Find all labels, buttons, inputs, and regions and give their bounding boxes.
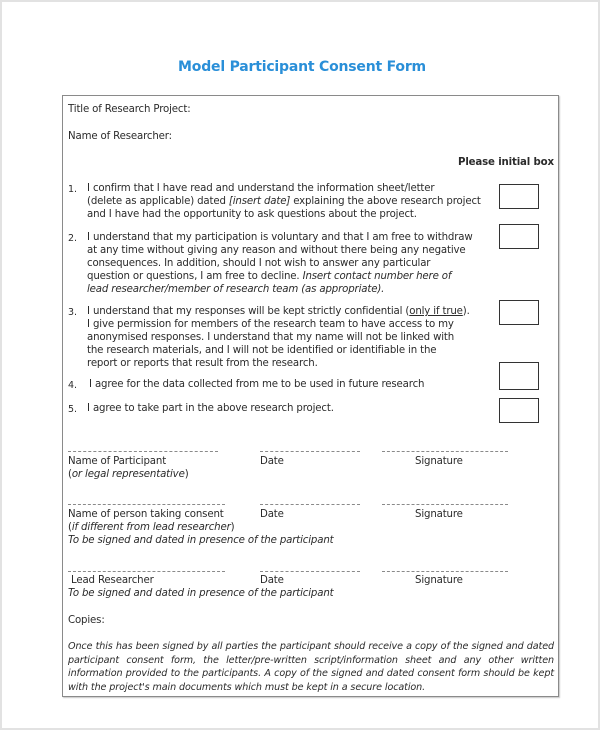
lead-researcher-name-label: Lead Researcher (71, 575, 154, 586)
statement-3-number: 3. (68, 307, 78, 318)
statement-1-line-1: I confirm that I have read and understand the information sheet/letter (87, 183, 435, 194)
initial-box-5[interactable] (499, 398, 539, 423)
statement-4-line-1: I agree for the data collected from me to be used in future research (89, 379, 425, 390)
insert-date-placeholder: [insert date] (228, 196, 291, 207)
statement-2-number: 2. (68, 233, 78, 244)
lead-researcher-signature-label: Signature (415, 575, 463, 586)
statement-3-line-4: the research materials, and I will not be identified or identifiable in the (87, 345, 437, 356)
initial-box-3[interactable] (499, 300, 539, 325)
form-title: Model Participant Consent Form (178, 59, 426, 75)
participant-name-line[interactable] (68, 451, 218, 452)
participant-signature-line[interactable] (382, 451, 508, 452)
statement-2-line-2: at any time without giving any reason and without there being any negative (87, 245, 466, 256)
consent-taker-date-label: Date (260, 509, 284, 520)
statement-2-line-5: lead researcher/member of research team (as appropriate). (87, 284, 385, 295)
lead-researcher-signature-line[interactable] (382, 571, 508, 572)
statement-1-number: 1. (68, 184, 78, 195)
initial-box-2[interactable] (499, 224, 539, 249)
copies-line-2: participant consent form, the letter/pre-written script/information sheet and any other written (68, 654, 554, 666)
participant-signature-label: Signature (415, 456, 463, 467)
copies-line-3: information provided to the participants. A copy of the signed and dated consent form should be kept (68, 668, 554, 680)
lead-researcher-name-line[interactable] (68, 571, 225, 572)
participant-date-label: Date (260, 456, 284, 467)
statement-3-line-3: anonymised responses. I understand that my name will not be linked with (87, 332, 455, 343)
consent-taker-footnote: To be signed and dated in presence of the participant (68, 535, 334, 546)
statement-1-line-2: (delete as applicable) dated [insert date] explaining the above research project (87, 196, 481, 207)
initial-box-header: Please initial box (458, 157, 554, 168)
participant-name-note: (or legal representative) (68, 469, 189, 480)
participant-name-label: Name of Participant (68, 456, 167, 467)
consent-taker-signature-line[interactable] (382, 504, 508, 505)
consent-taker-date-line[interactable] (260, 504, 360, 505)
statement-3-line-2: I give permission for members of the research team to have access to my (87, 319, 454, 330)
only-if-true-note: only if true (409, 306, 463, 317)
copies-line-4: with the project's main documents which must be kept in a secure location. (68, 681, 426, 693)
initial-box-4[interactable] (499, 362, 539, 390)
participant-date-line[interactable] (260, 451, 360, 452)
consent-taker-name-line[interactable] (68, 504, 225, 505)
statement-1-line-3: and I have had the opportunity to ask questions about the project. (87, 209, 417, 220)
consent-taker-signature-label: Signature (415, 509, 463, 520)
statement-3-line-5: report or reports that result from the research. (87, 358, 318, 369)
statement-4-number: 4. (68, 380, 78, 391)
lead-researcher-date-line[interactable] (260, 571, 360, 572)
copies-paragraph (68, 640, 554, 694)
project-title-label: Title of Research Project: (68, 104, 191, 115)
copies-label: Copies: (68, 615, 105, 626)
statement-2-line-1: I understand that my participation is voluntary and that I am free to withdraw (87, 232, 473, 243)
consent-taker-name-label: Name of person taking consent (68, 509, 224, 520)
copies-line-1: Once this has been signed by all parties the participant should receive a copy of the signed and dated (68, 641, 554, 652)
lead-researcher-date-label: Date (260, 575, 284, 586)
statement-2-line-3: consequences. In addition, should I not wish to answer any particular (87, 258, 431, 269)
statement-3-line-1: I understand that my responses will be kept strictly confidential (only if true). (87, 306, 470, 317)
statement-5-number: 5. (68, 404, 78, 415)
statement-2-line-4: question or questions, I am free to decline. Insert contact number here of (87, 271, 452, 282)
consent-taker-name-note: (if different from lead researcher) (68, 522, 235, 533)
lead-researcher-footnote: To be signed and dated in presence of the participant (68, 588, 334, 599)
initial-box-1[interactable] (499, 184, 539, 209)
researcher-name-label: Name of Researcher: (68, 131, 172, 142)
statement-5-line-1: I agree to take part in the above research project. (87, 403, 334, 414)
